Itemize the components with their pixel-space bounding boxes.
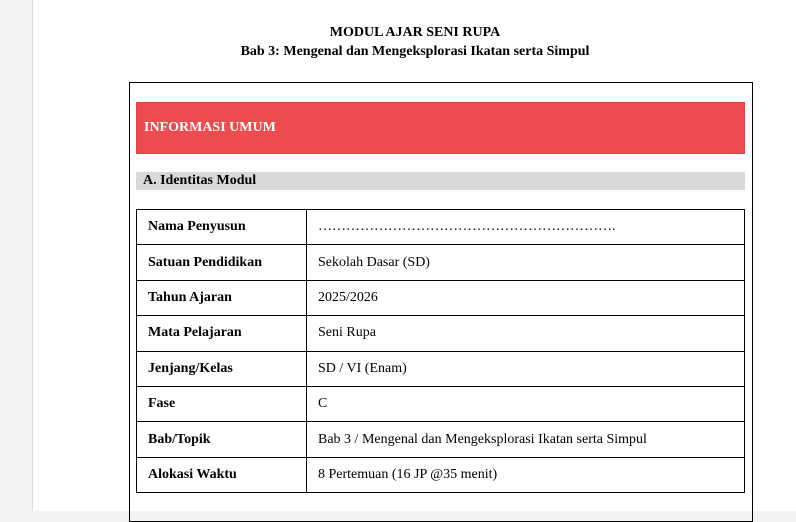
row-value[interactable]: Seni Rupa <box>307 316 745 351</box>
document-page <box>32 0 796 511</box>
document-subtitle: Bab 3: Mengenal dan Mengeksplorasi Ikatan serta Simpul <box>240 44 590 59</box>
row-value[interactable]: 8 Pertemuan (16 JP @35 menit) <box>307 457 745 492</box>
row-label: Satuan Pendidikan <box>137 245 307 280</box>
row-value[interactable]: ………………………………………………………. <box>307 210 745 245</box>
table-row <box>137 245 745 280</box>
row-label: Tahun Ajaran <box>137 280 307 315</box>
section-heading-identitas: A. Identitas Modul <box>136 172 745 190</box>
row-label: Nama Penyusun <box>137 210 307 245</box>
info-umum-banner: INFORMASI UMUM <box>136 102 745 154</box>
row-value[interactable]: 2025/2026 <box>307 280 745 315</box>
row-label: Bab/Topik <box>137 422 307 457</box>
info-container <box>129 82 753 522</box>
table-row <box>137 457 745 492</box>
row-label: Fase <box>137 386 307 421</box>
table-row <box>137 351 745 386</box>
table-row <box>137 386 745 421</box>
table-row <box>137 280 745 315</box>
row-value[interactable]: C <box>307 386 745 421</box>
row-label: Jenjang/Kelas <box>137 351 307 386</box>
row-value[interactable]: Sekolah Dasar (SD) <box>307 245 745 280</box>
table-row <box>137 316 745 351</box>
row-value[interactable]: Bab 3 / Mengenal dan Mengeksplorasi Ikatan serta Simpul <box>307 422 745 457</box>
row-label: Alokasi Waktu <box>137 457 307 492</box>
table-row <box>137 210 745 245</box>
row-value[interactable]: SD / VI (Enam) <box>307 351 745 386</box>
identity-table <box>136 209 745 493</box>
row-label: Mata Pelajaran <box>137 316 307 351</box>
table-row <box>137 422 745 457</box>
document-title: MODUL AJAR SENI RUPA <box>329 25 501 40</box>
